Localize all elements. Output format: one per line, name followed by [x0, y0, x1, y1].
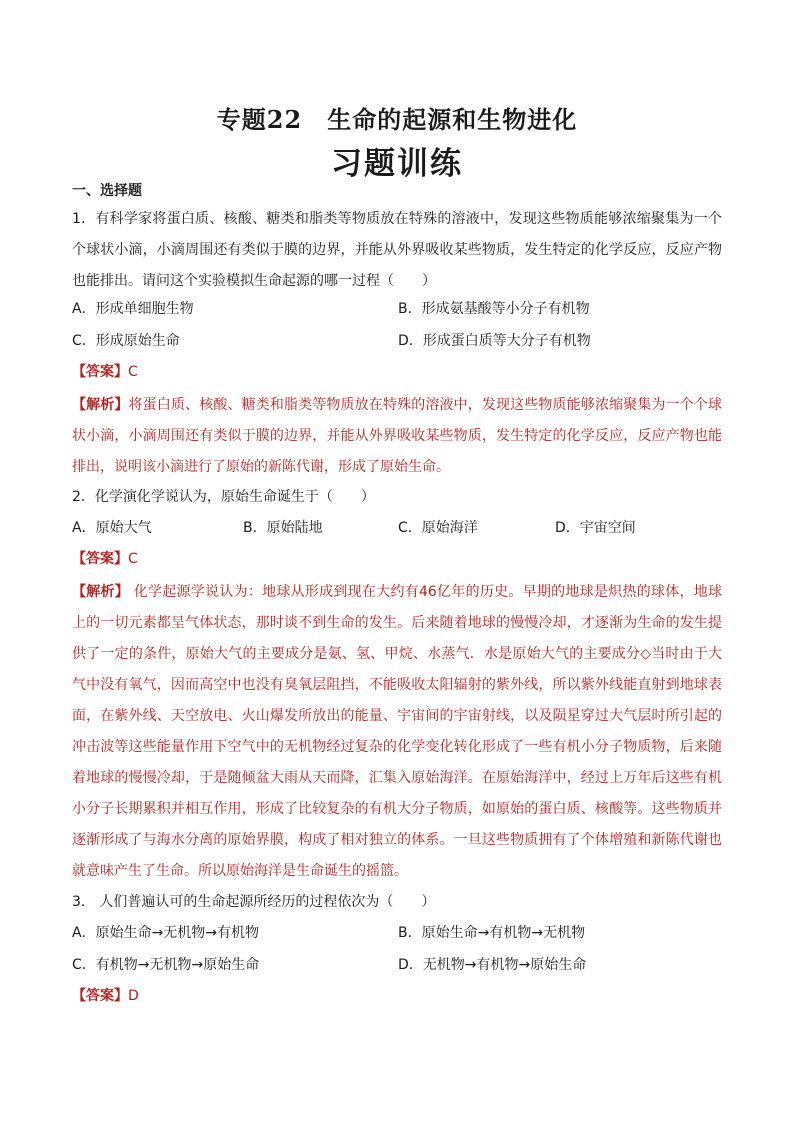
- answer-label: 【答案】: [72, 988, 128, 1004]
- question-2-stem: 2．化学演化学说认为，原始生命诞生于（ ）: [72, 489, 375, 505]
- question-1-option-b: B．形成氨基酸等小分子有机物: [398, 301, 590, 317]
- analysis-text: 化学起源学说认为：地球从形成到现在大约有46亿年的历史。早期的地球是炽热的球体，地球上的一切元素都呈气体状态，那时谈不到生命的发生。后来随着地球的慢慢冷却，才逐渐为生命的发生提供了一定的条件，原始大气的主要成分是氨、氢、甲烷、水蒸气．水是原始大气的主要成分◇当时由于大气中没有氧气，因而高空中也没有臭氧层阻挡，不能吸收太阳辐射的紫外线，所以紫外线能直射到地球表面，在紫外线、天空放电、火山爆发所放出的能量、宇宙间的宇宙射线，以及陨星穿过大气层时所引起的冲击波等这些能量作用下空气中的无机物经过复杂的化学变化转化形成了一些有机小分子物质物，后来随着地球的慢慢冷却，于是随倾盆大雨从天而降，汇集入原始海洋。在原始海洋中，经过上万年后这些有机小分子长期累积并相互作用，形成了比较复杂的有机大分子物质，如原始的蛋白质、核酸等。这些物质并逐渐形成了与海水分离的原始界膜，构成了相对独立的体系。一旦这些物质拥有了个体增殖和新陈代谢也就意味产生了生命。所以原始海洋是生命诞生的摇篮。: [72, 584, 723, 879]
- answer-label: 【答案】: [72, 551, 128, 567]
- question-1-analysis: [72, 390, 722, 483]
- question-2-answer: [72, 549, 138, 569]
- question-3-answer: [72, 986, 139, 1006]
- question-1-option-a: A．形成单细胞生物: [72, 301, 194, 317]
- question-3-option-c: C．有机物→无机物→原始生命: [72, 957, 260, 973]
- question-2-option-c: C．原始海洋: [398, 520, 478, 536]
- answer-label: 【答案】: [72, 364, 128, 380]
- question-3-stem: 3． 人们普遍认可的生命起源所经历的过程依次为（ ）: [72, 894, 436, 910]
- answer-value: C: [128, 551, 138, 567]
- question-2-analysis: [72, 577, 722, 887]
- question-2-option-b: B．原始陆地: [243, 520, 323, 536]
- document-title: 专题22 生命的起源和生物进化: [216, 105, 578, 134]
- question-1-stem: 1．有科学家将蛋白质、核酸、糖类和脂类等物质放在特殊的溶液中，发现这些物质能够浓缩聚集为一个个球状小滴，小滴周围还有类似于膜的边界，并能从外界吸收某些物质，发生特定的化学反应，反应产物也能排出。请问这个实验模拟生命起源的哪一过程（ ）: [72, 211, 722, 289]
- answer-value: C: [128, 364, 138, 380]
- analysis-label: 【解析】: [72, 584, 130, 600]
- question-1-option-d: D．形成蛋白质等大分子有机物: [398, 333, 591, 349]
- section-heading: 一、选择题: [72, 183, 142, 199]
- question-2-option-d: D．宇宙空间: [555, 520, 636, 536]
- question-3-option-d: D．无机物→有机物→原始生命: [398, 957, 587, 973]
- answer-value: D: [128, 988, 139, 1004]
- document-subtitle: 习题训练: [331, 146, 463, 182]
- question-1-option-c: C．形成原始生命: [72, 333, 180, 349]
- question-1-answer: [72, 362, 138, 382]
- analysis-label: 【解析】: [72, 397, 129, 413]
- question-2-option-a: A．原始大气: [72, 520, 152, 536]
- analysis-text: 将蛋白质、核酸、糖类和脂类等物质放在特殊的溶液中，发现这些物质能够浓缩聚集为一个个球状小滴，小滴周围还有类似于膜的边界，并能从外界吸收某些物质，发生特定的化学反应，反应产物也能排出，说明该小滴进行了原始的新陈代谢，形成了原始生命。: [72, 397, 723, 475]
- question-3-option-b: B．原始生命→有机物→无机物: [398, 925, 586, 941]
- question-3-option-a: A．原始生命→无机物→有机物: [72, 925, 260, 941]
